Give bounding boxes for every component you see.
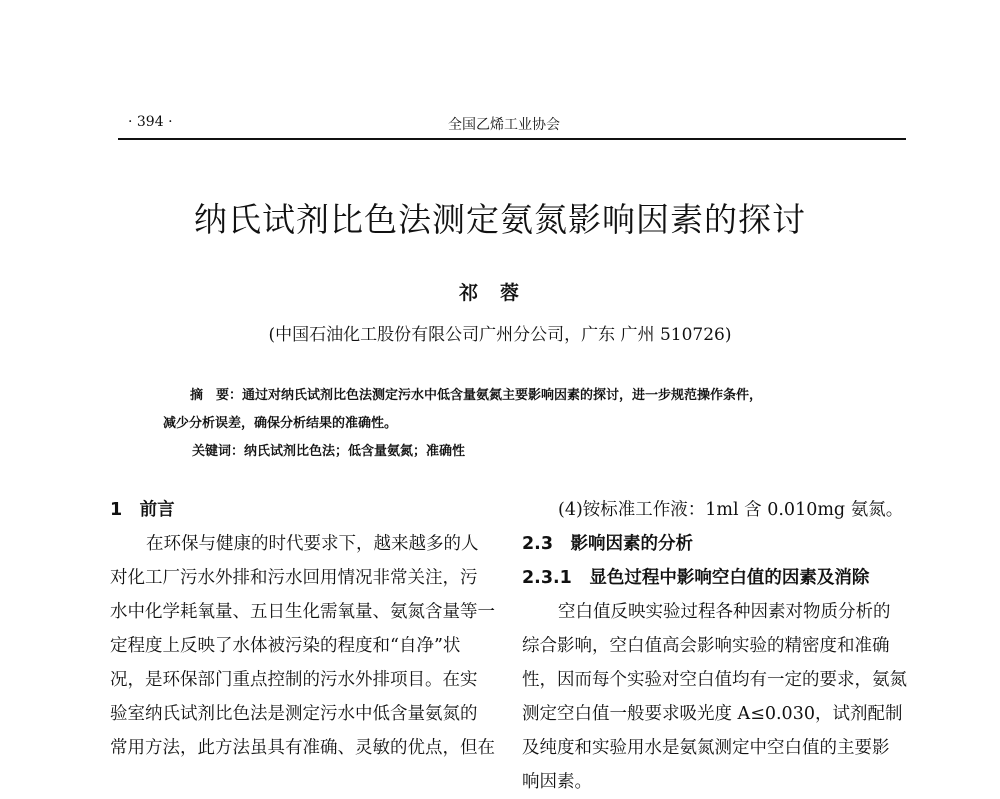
left-column bbox=[110, 493, 495, 765]
body-line: 综合影响，空白值高会影响实验的精密度和准确 bbox=[522, 636, 890, 656]
body-line: 验室纳氏试剂比色法是测定污水中低含量氨氮的 bbox=[110, 704, 478, 724]
abstract-label: 摘 要： bbox=[190, 388, 243, 403]
section-heading: 2.3 影响因素的分析 bbox=[522, 534, 694, 554]
section-heading: 1 前言 bbox=[110, 500, 175, 520]
paper-title: 纳氏试剂比色法测定氨氮影响因素的探讨 bbox=[194, 200, 806, 239]
page-number: · 394 · bbox=[128, 114, 173, 130]
journal-name: 全国乙烯工业协会 bbox=[448, 117, 560, 133]
body-line: 常用方法，此方法虽具有准确、灵敏的优点，但在 bbox=[110, 738, 495, 758]
author: 祁蓉 bbox=[458, 282, 541, 304]
body-line: 在环保与健康的时代要求下，越来越多的人 bbox=[146, 534, 479, 554]
list-item: (4)铵标准工作液：1ml 含 0.010mg 氨氮。 bbox=[558, 500, 904, 520]
subsection-heading: 2.3.1 显色过程中影响空白值的因素及消除 bbox=[522, 568, 870, 588]
body-line: 响因素。 bbox=[522, 772, 592, 792]
body-line: 性，因而每个实验对空白值均有一定的要求，氨氮 bbox=[522, 670, 907, 690]
body-line: 定程度上反映了水体被污染的程度和“自净”状 bbox=[110, 636, 461, 656]
body-line: 水中化学耗氧量、五日生化需氧量、氨氮含量等一 bbox=[110, 602, 495, 622]
right-column bbox=[522, 493, 907, 799]
body-line: 及纯度和实验用水是氨氮测定中空白值的主要影 bbox=[522, 738, 890, 758]
keywords-text: 纳氏试剂比色法；低含量氨氮；准确性 bbox=[244, 444, 466, 459]
abstract-line-2: 减少分析误差，确保分析结果的准确性。 bbox=[163, 416, 398, 431]
abstract-text: 通过对纳氏试剂比色法测定污水中低含量氨氮主要影响因素的探讨，进一步规范操作条件， bbox=[242, 388, 763, 403]
body-line: 对化工厂污水外排和污水回用情况非常关注，污 bbox=[110, 568, 478, 588]
keywords-label: 关键词： bbox=[192, 444, 245, 459]
abstract-line-1 bbox=[190, 384, 762, 403]
affiliation: (中国石油化工股份有限公司广州分公司，广东 广州 510726) bbox=[268, 325, 732, 345]
body-line: 空白值反映实验过程各种因素对物质分析的 bbox=[558, 602, 891, 622]
header-rule bbox=[118, 138, 906, 140]
keywords bbox=[192, 440, 465, 459]
body-line: 测定空白值一般要求吸光度 A≤0.030，试剂配制 bbox=[522, 704, 903, 724]
body-line: 况，是环保部门重点控制的污水外排项目。在实 bbox=[110, 670, 478, 690]
